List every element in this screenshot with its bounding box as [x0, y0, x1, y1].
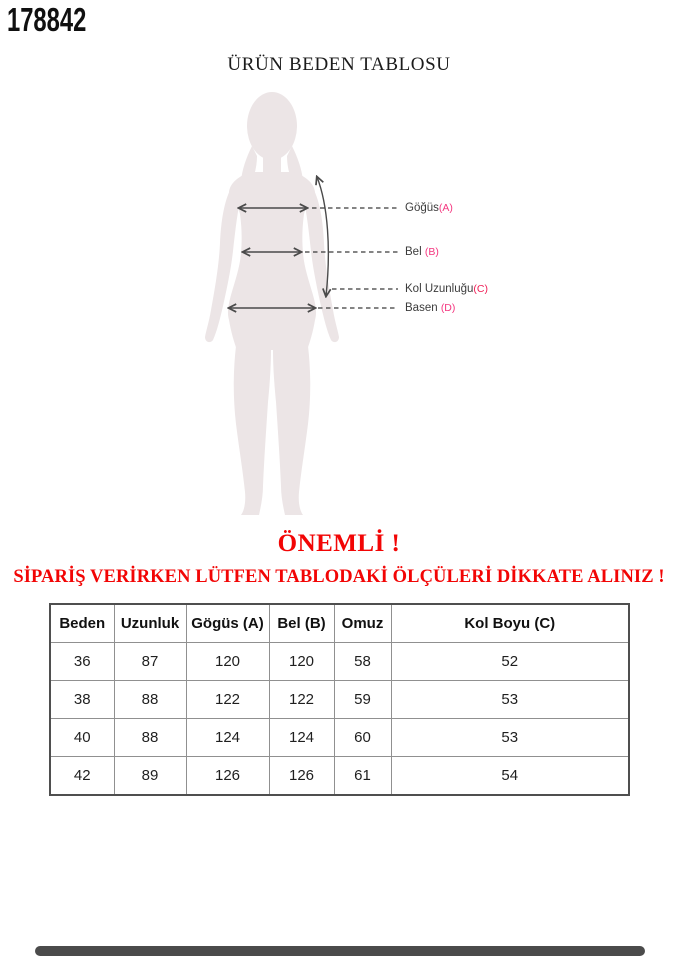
- table-cell: 124: [186, 719, 269, 757]
- table-cell: 36: [50, 643, 114, 681]
- column-header-bel: Bel (B): [269, 604, 334, 643]
- measurement-label-gogus: [405, 201, 453, 215]
- table-cell: 40: [50, 719, 114, 757]
- table-cell: 38: [50, 681, 114, 719]
- measurement-name: Basen: [405, 302, 441, 314]
- table-row: [50, 757, 629, 796]
- table-cell: 126: [269, 757, 334, 796]
- measurement-letter: (C): [473, 283, 488, 295]
- table-cell: 59: [334, 681, 391, 719]
- table-cell: 88: [114, 719, 186, 757]
- column-header-omuz: Omuz: [334, 604, 391, 643]
- measurement-name: Bel: [405, 246, 425, 258]
- page-title: ÜRÜN BEDEN TABLOSU: [227, 54, 451, 75]
- table-cell: 42: [50, 757, 114, 796]
- column-header-beden: Beden: [50, 604, 114, 643]
- measurement-letter: (A): [438, 202, 453, 214]
- measurement-name: Göğüs: [405, 202, 439, 214]
- table-cell: 58: [334, 643, 391, 681]
- table-cell: 120: [269, 643, 334, 681]
- measurement-label-bel: [405, 245, 439, 259]
- column-header-gogus: Gögüs (A): [186, 604, 269, 643]
- table-row: [50, 681, 629, 719]
- column-header-kol-boyu: Kol Boyu (C): [391, 604, 629, 643]
- table-header-row: [50, 604, 629, 643]
- table-cell: 89: [114, 757, 186, 796]
- table-cell: 53: [391, 719, 629, 757]
- table-row: [50, 643, 629, 681]
- size-table: [49, 603, 630, 796]
- product-code: 178842: [7, 1, 87, 38]
- measurement-label-kol-uzunlugu: [405, 282, 488, 296]
- table-cell: 60: [334, 719, 391, 757]
- column-header-uzunluk: Uzunluk: [114, 604, 186, 643]
- table-cell: 126: [186, 757, 269, 796]
- measurement-name: Kol Uzunluğu: [405, 283, 474, 295]
- table-cell: 122: [269, 681, 334, 719]
- important-heading: ÖNEMLİ !: [277, 530, 401, 557]
- table-cell: 124: [269, 719, 334, 757]
- table-cell: 54: [391, 757, 629, 796]
- table-cell: 53: [391, 681, 629, 719]
- measurement-letter: (D): [440, 302, 456, 314]
- measurement-label-basen: [405, 301, 455, 315]
- table-cell: 61: [334, 757, 391, 796]
- table-cell: 87: [114, 643, 186, 681]
- table-row: [50, 719, 629, 757]
- table-cell: 122: [186, 681, 269, 719]
- order-warning-text: SİPARİŞ VERİRKEN LÜTFEN TABLODAKİ ÖLÇÜLERİ DİKKATE ALINIZ !: [13, 567, 665, 587]
- table-cell: 52: [391, 643, 629, 681]
- horizontal-scrollbar-thumb[interactable]: [35, 946, 645, 956]
- measurement-letter: (B): [424, 246, 439, 258]
- female-body-silhouette: [205, 92, 339, 515]
- table-cell: 120: [186, 643, 269, 681]
- table-cell: 88: [114, 681, 186, 719]
